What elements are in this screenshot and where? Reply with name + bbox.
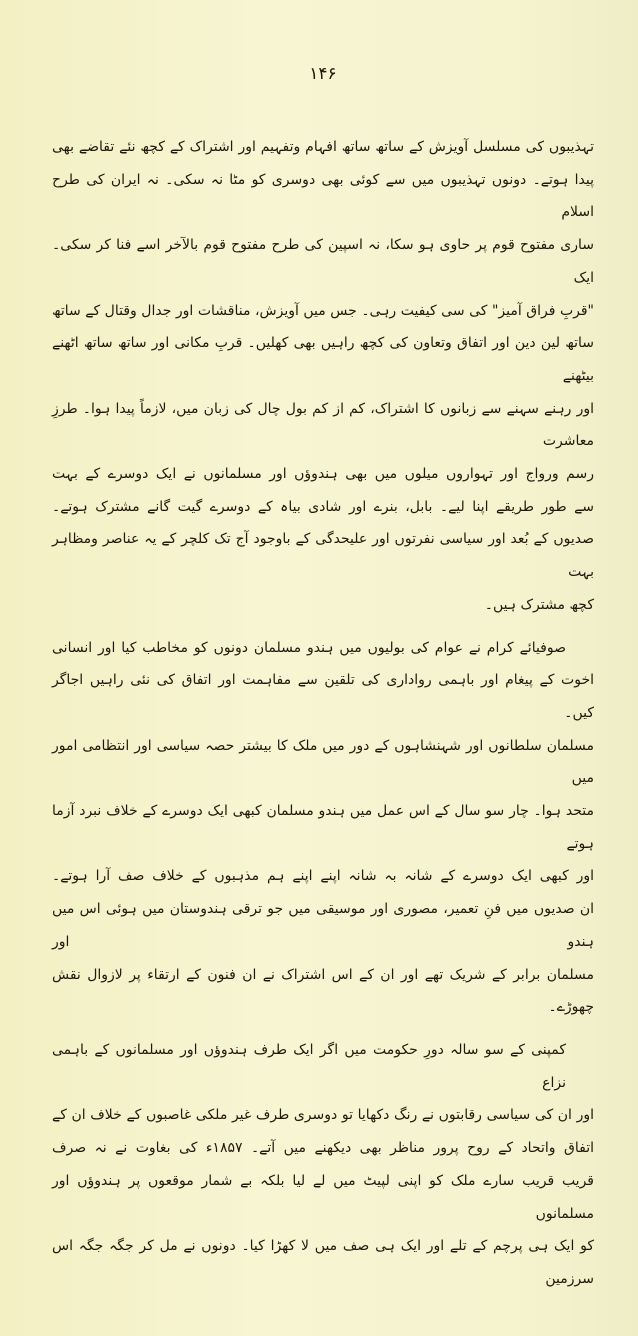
text-line: چھوڑے۔: [548, 999, 594, 1016]
text-line: اور رہنے سہنے سے زبانوں کا اشتراک، کم از کم بول چال کی زبان میں، لازماً پیدا ہوا۔ طرزِ معاشرت: [52, 400, 594, 450]
text-line: مسلمان سلطانوں اور شہنشاہوں کے دور میں ملک کا بیشتر حصہ سیاسی اور انتظامی امور میں: [52, 737, 594, 787]
text-line: اتفاق واتحاد کے روح پرور مناظر بھی دیکھنے میں آتے۔ ۱۸۵۷ء کی بغاوت نے نہ صرف: [52, 1140, 594, 1157]
text-line: مسلمان برابر کے شریک تھے اور ان کے اس اشتراک نے ان فنون کے ارتقاء پر لازوال نقش: [52, 966, 594, 983]
text-line: کمپنی کے سو سالہ دورِ حکومت میں اگر ایک طرف ہندوؤں اور مسلمانوں کے باہمی نزاع: [52, 1041, 566, 1091]
text-line: رسم ورواج اور تہواروں میلوں میں بھی ہندوؤں اور مسلمانوں نے ایک دوسرے کے بہت: [52, 466, 594, 483]
text-line: اور ان کی سیاسی رقابتوں نے رنگ دکھایا تو دوسری طرف غیر ملکی غاصبوں کے خلاف ان کے: [52, 1107, 594, 1124]
page-number: ۱۴۶: [309, 64, 337, 84]
text-line: ان صدیوں میں فنِ تعمیر، مصوری اور موسیقی میں جو ترقی ہندوستان میں ہوئی اس میں ہندو اور: [52, 901, 594, 950]
text-line: "قربِ فراق آمیز" کی سی کیفیت رہی۔ جس میں آویزش، مناقشات اور جدال وقتال کے ساتھ: [52, 302, 594, 319]
text-line: صدیوں کے بُعد اور سیاسی نفرتوں اور علیحدگی کے باوجود آج تک کلچر کے یہ عناصر ومظاہر بہت: [52, 531, 594, 581]
paragraph-2: [52, 632, 594, 1024]
text-line: صوفیائے کرام نے عوام کی بولیوں میں ہندو مسلمان دونوں کو مخاطب کیا اور انسانی: [52, 639, 566, 656]
paragraph-1: [52, 131, 594, 622]
text-line: کو ایک ہی پرچم کے تلے اور ایک ہی صف میں لا کھڑا کیا۔ دونوں نے مل کر جگہ جگہ اس سرزمین: [52, 1238, 594, 1287]
text-line: قریب قریب سارے ملک کو اپنی لپیٹ میں لے لیا بلکہ بے شمار موقعوں پر ہندوؤں اور مسلمانوں: [52, 1172, 594, 1222]
text-line: ساری مفتوح قوم پر حاوی ہو سکا، نہ اسپین کی طرح مفتوح قوم بالآخر اسے فنا کر سکی۔ ایک: [52, 237, 594, 286]
text-line: ساتھ لین دین اور اتفاق وتعاون کی کچھ راہیں بھی کھلیں۔ قربِ مکانی اور ساتھ ساتھ اٹھنے بیٹھنے: [52, 335, 594, 384]
text-line: اور کبھی ایک دوسرے کے شانہ بہ شانہ اپنے اپنے ہم مذہبوں کے خلاف صف آرا ہوتے۔: [52, 868, 594, 885]
text-line: پیدا ہوتے۔ دونوں تہذیبوں میں سے کوئی بھی دوسری کو مٹا نہ سکی۔ نہ ایران کی طرح اسلام: [52, 171, 594, 221]
paragraph-3: [52, 1034, 594, 1296]
text-line: متحد ہوا۔ چار سو سال کے اس عمل میں ہندو مسلمان کبھی ایک دوسرے کے خلاف نبرد آزما ہوتے: [52, 803, 594, 852]
text-line: اخوت کے پیغام اور باہمی رواداری کی تلقین سے مفاہمت اور اتفاق کی نئی راہیں اجاگر کیں۔: [52, 672, 594, 721]
text-line: سے طور طریقے اپنا لیے۔ بابل، بنرے اور شادی بیاہ کے دوسرے گیت گانے مشترک ہوتے۔: [52, 498, 594, 515]
text-line: تہذیبوں کی مسلسل آویزش کے ساتھ ساتھ افہام وتفہیم اور اشتراک کے کچھ نئے تقاضے بھی: [52, 139, 594, 155]
text-line: کچھ مشترک ہیں۔: [484, 596, 594, 613]
